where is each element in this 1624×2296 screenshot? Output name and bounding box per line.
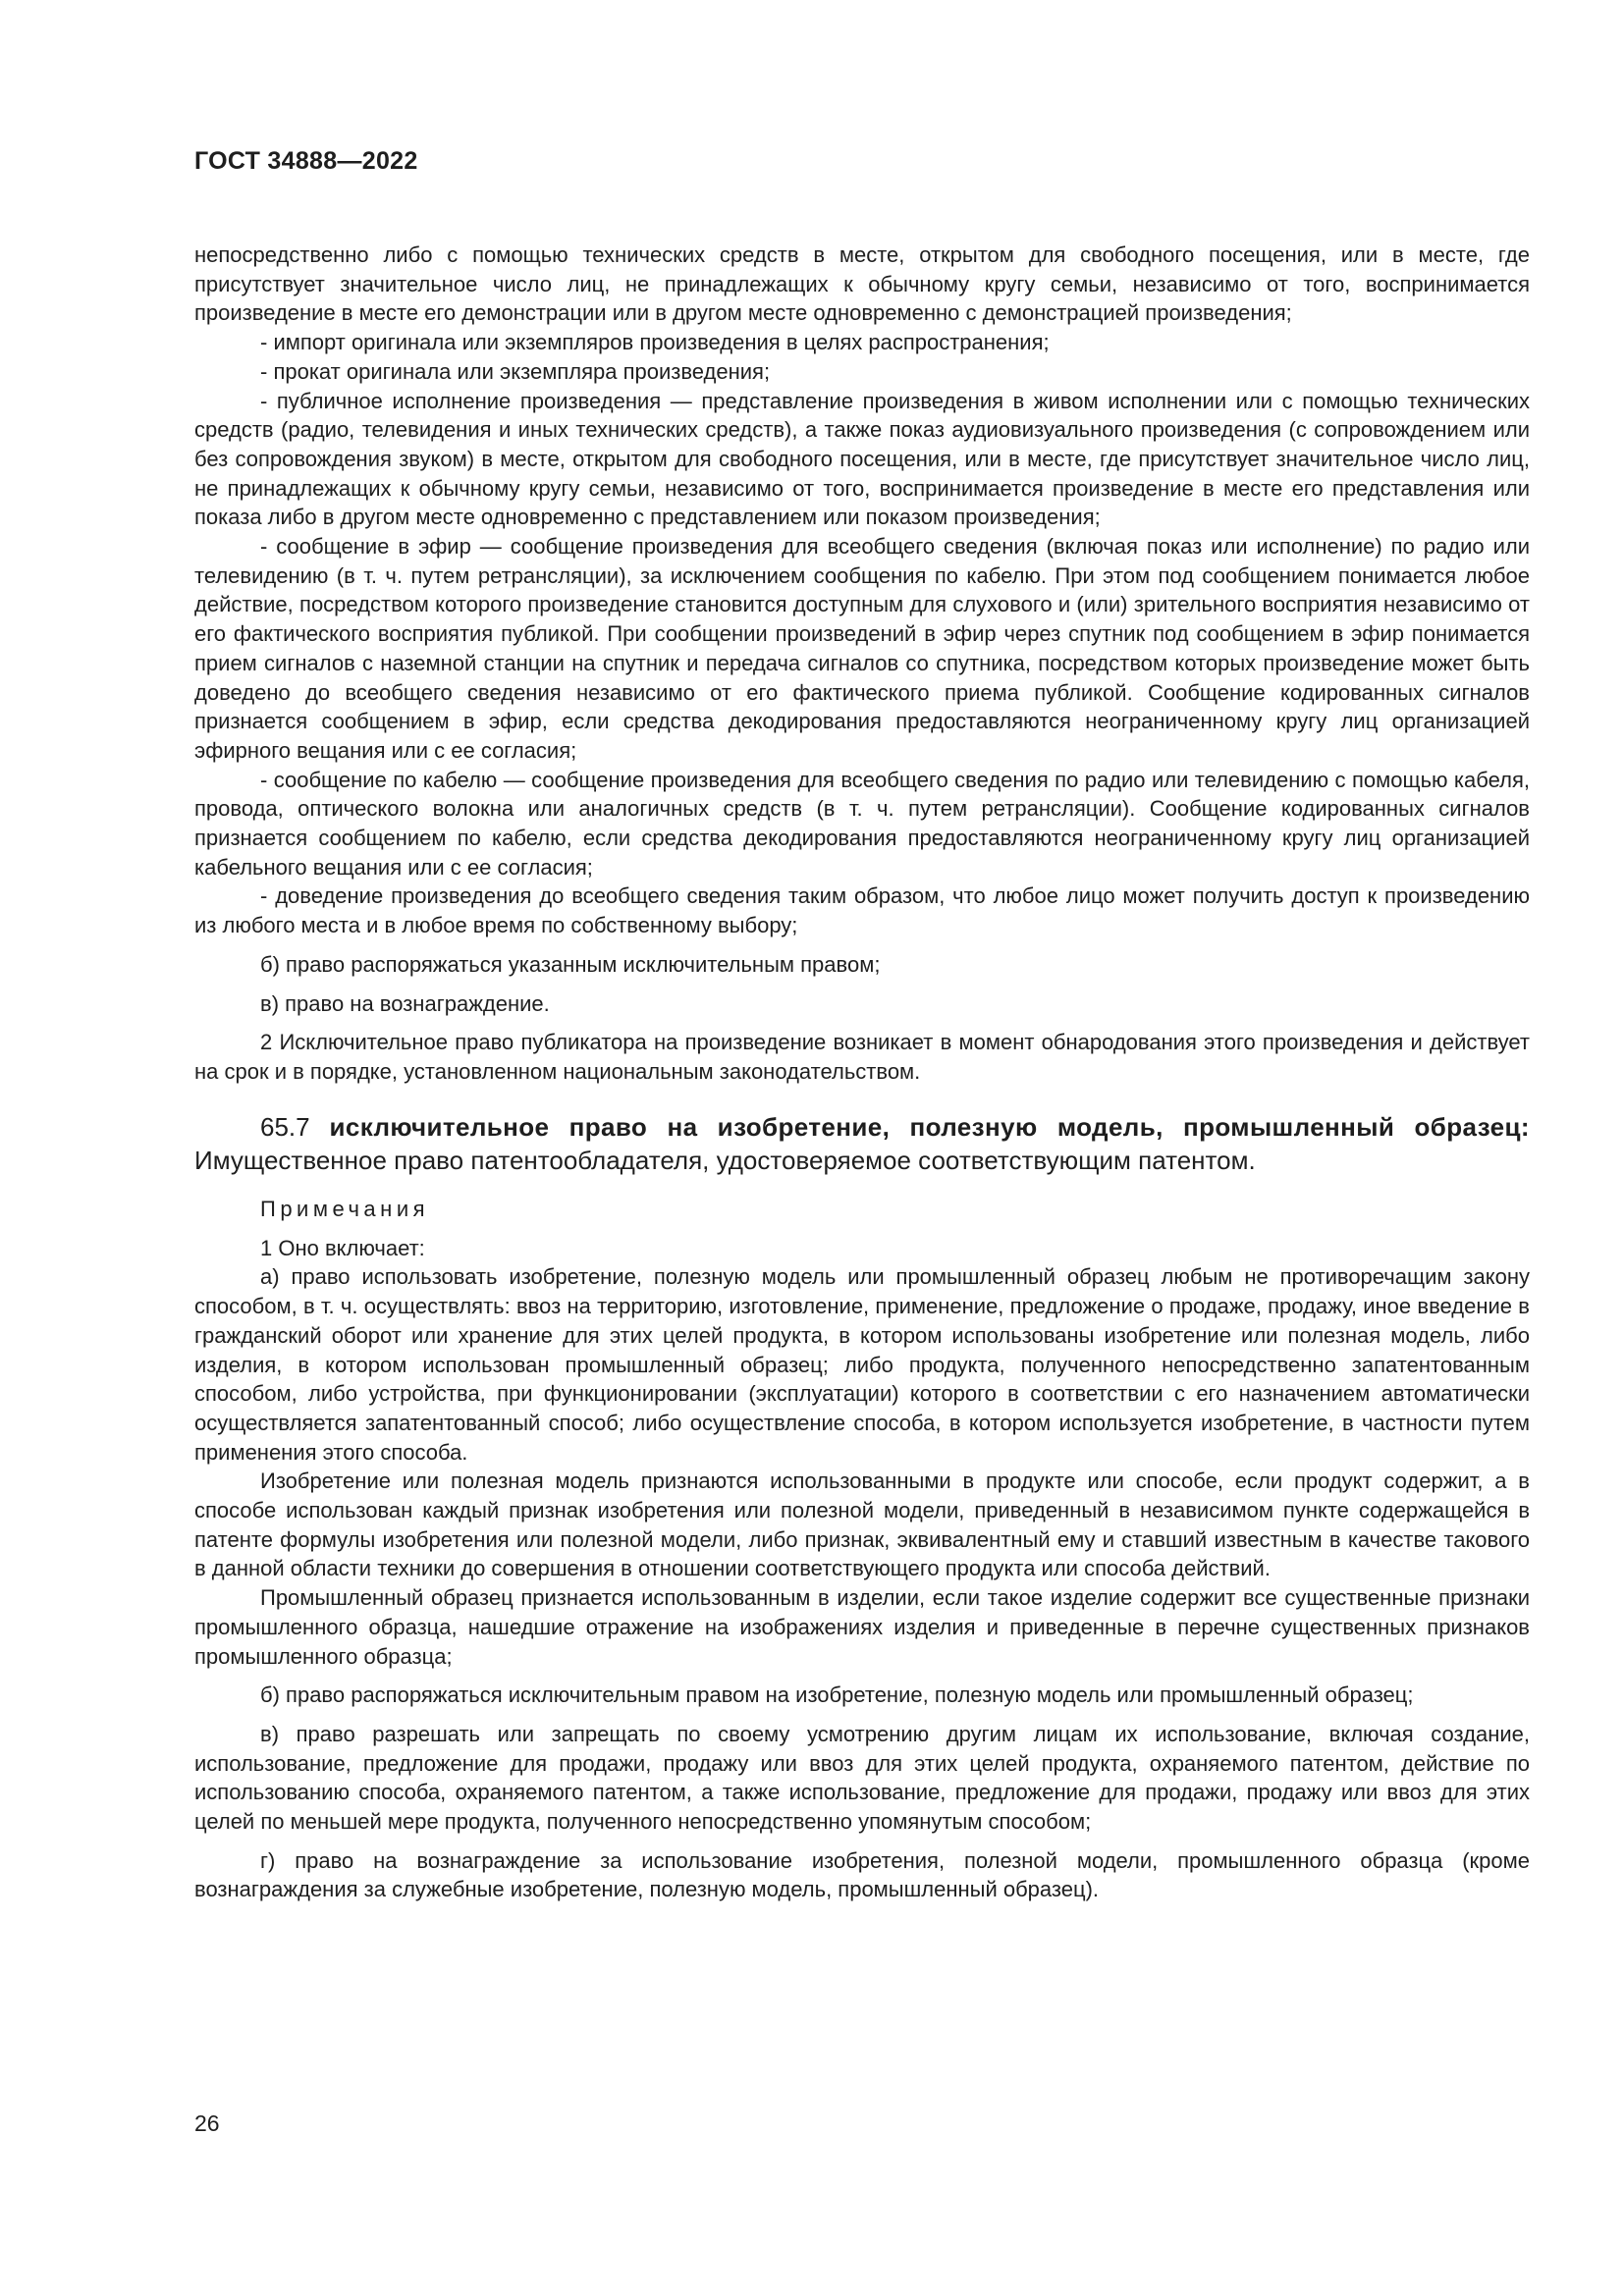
term-entry [194,1110,1530,1177]
paragraph: а) право использовать изобретение, полезную модель или промышленный образец любым не противоречащим закону способом, в т. ч. осуществлять: ввоз на территорию, изготовление, применение, предложение о продаже, продажу, иное введение в гражданский оборот или хранение для этих целей продукта, в котором использованы изобретение или полезная модель, либо изделия, в котором использован промышленный образец; либо продукта, полученного непосредственно запатентованным способом, либо устройства, при функционировании (эксплуатации) которого в соответствии с его назначением автоматически осуществляется запатентованный способ; либо осуществление способа, в котором используется изобретение, в частности путем применения этого способа. [194,1264,1530,1465]
notes-text-block [194,1234,1530,1904]
paragraph: б) право распоряжаться указанным исключительным правом; [260,951,881,977]
term-number: 65.7 [260,1111,310,1142]
paragraph: г) право на вознаграждение за использование изобретения, полезной модели, промышленного образца (кроме вознаграждения за служебные изобретение, полезную модель, промышленный образец). [194,1847,1530,1902]
page-number: 26 [194,2110,220,2136]
paragraph: в) право на вознаграждение. [260,990,550,1016]
list-item: - сообщение в эфир — сообщение произведения для всеобщего сведения (включая показ или исполнение) по радио или телевидению (в т. ч. путем ретрансляции), за исключением сообщения по кабелю. При этом под сообщением понимается любое действие, посредством которого произведение становится доступным для слухового и (или) зрительного восприятия независимо от его фактического восприятия публикой. При сообщении произведений в эфир через спутник под сообщением в эфир понимается прием сигналов с наземной станции на спутник и передача сигналов со спутника, посредством которых произведение может быть доведено до всеобщего сведения независимо от его фактического приема публикой. Сообщение кодированных сигналов признается сообщением в эфир, если средства декодирования предоставляются неограниченному кругу лиц организацией эфирного вещания или с ее согласия; [194,534,1530,763]
paragraph: б) право распоряжаться исключительным правом на изобретение, полезную модель или промышленный образец; [260,1682,1414,1708]
notes-title: Примечания [260,1196,430,1221]
list-item: - публичное исполнение произведения — представление произведения в живом исполнении или с помощью технических средств (радио, телевидения и иных технических средств), а также показ аудиовизуального произведения (с сопровождением или без сопровождения звуком) в месте, открытом для свободного посещения, или в месте, где присутствует значительное число лиц, не принадлежащих к обычному кругу семьи, независимо от того, воспринимается произведение в месте его представления или показа либо в другом месте одновременно с представлением или показом произведения; [194,388,1530,530]
document-page [194,147,1530,1904]
document-header: ГОСТ 34888—2022 [194,147,418,175]
paragraph: Промышленный образец признается использованным в изделии, если такое изделие содержит все существенные признаки промышленного образца, нашедшие отражение на изображениях изделия и приведенные в перечне существенных признаков промышленного образца; [194,1585,1530,1669]
list-item: - прокат оригинала или экземпляра произведения; [260,358,771,384]
top-text-block [194,240,1530,1087]
paragraph: 1 Оно включает: [260,1235,425,1260]
note-paragraph: 2 Исключительное право публикатора на произведение возникает в момент обнародования этого произведения и действует на срок и в порядке, установленном национальным законодательством. [194,1030,1530,1084]
list-item: - сообщение по кабелю — сообщение произведения для всеобщего сведения по радио или телевидению с помощью кабеля, провода, оптического волокна или аналогичных средств (в т. ч. путем ретрансляции). Сообщение кодированных сигналов признается сообщением по кабелю, если средства декодирования предоставляются неограниченному кругу лиц организацией кабельного вещания или с ее согласия; [194,767,1530,880]
paragraph: Изобретение или полезная модель признаются использованными в продукте или способе, если продукт содержит, а в способе использован каждый признак изобретения или полезной модели, приведенный в независимом пункте содержащейся в патенте формулы изобретения или полезной модели, либо признак, эквивалентный ему и ставший известным в качестве такового в данной области техники до совершения в отношении соответствующего продукта или способа действий. [194,1468,1530,1581]
paragraph: непосредственно либо с помощью технических средств в месте, открытом для свободного посещения, или в месте, где присутствует значительное число лиц, не принадлежащих к обычному кругу семьи, независимо от того, воспринимается произведение в месте его демонстрации или в другом месте одновременно с демонстрацией произведения; [194,242,1530,326]
list-item: - доведение произведения до всеобщего сведения таким образом, что любое лицо может получить доступ к произведению из любого места и в любое время по собственному выбору; [194,883,1530,938]
term-definition: Имущественное право патентообладателя, удостоверяемое соответствующим патентом. [194,1145,1256,1175]
list-item: - импорт оригинала или экземпляров произведения в целях распространения; [260,330,1050,355]
term-name: исключительное право на изобретение, полезную модель, промышленный образец: [329,1111,1530,1142]
paragraph: в) право разрешать или запрещать по своему усмотрению другим лицам их использование, включая создание, использование, предложение для продажи, продажу или ввоз для этих целей продукта, охраняемого патентом, действие по использованию способа, охраняемого патентом, а также использование, предложение для продажи, продажу или ввоз для этих целей по меньшей мере продукта, полученного непосредственно упомянутым способом; [194,1721,1530,1835]
